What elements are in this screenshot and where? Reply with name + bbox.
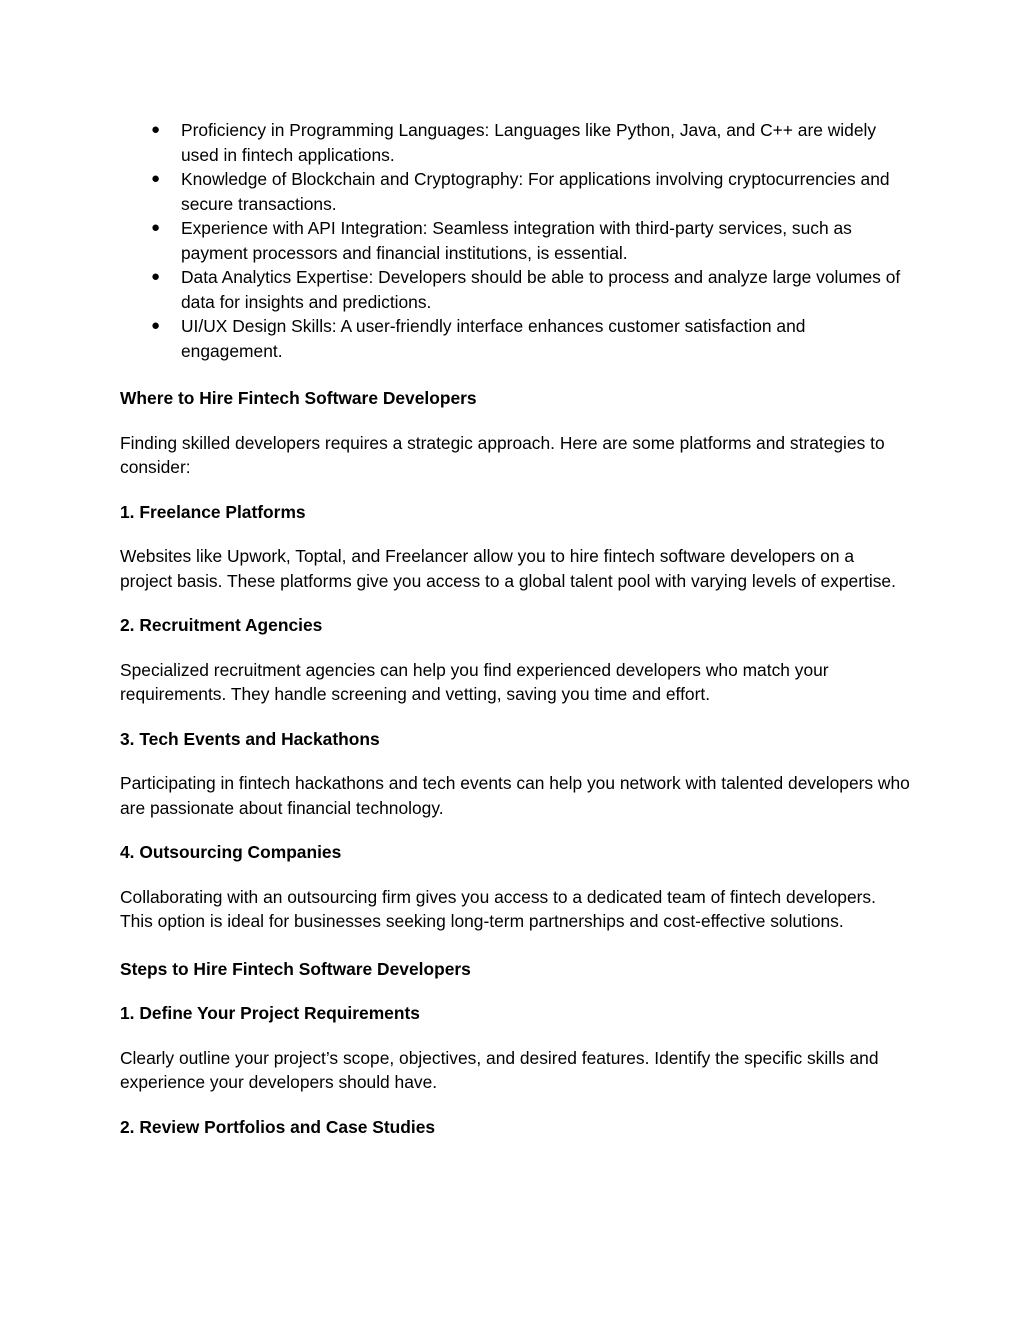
list-item-text: Knowledge of Blockchain and Cryptography: For applications involving cryptocurrencies and secure transactions. [181, 169, 890, 214]
subheading-define-requirements: 1. Define Your Project Requirements [120, 1003, 420, 1023]
list-item-text: Experience with API Integration: Seamless integration with third-party services, such as payment processors and financial institutions, is essential. [181, 218, 852, 263]
list-item [120, 265, 910, 314]
bullet-icon: ● [151, 219, 161, 236]
list-item [120, 314, 910, 363]
section-heading-steps-to-hire: Steps to Hire Fintech Software Developers [120, 958, 471, 979]
define-paragraph: Clearly outline your project’s scope, objectives, and desired features. Identify the specific skills and experience your developers should have. [120, 1047, 879, 1092]
bullet-icon: ● [151, 268, 161, 285]
subheading-recruitment-agencies: 2. Recruitment Agencies [120, 615, 323, 635]
outsourcing-paragraph: Collaborating with an outsourcing firm gives you access to a dedicated team of fintech developers. This option is ideal for businesses seeking long-term partnerships and cost-effective solutions. [120, 886, 876, 931]
document-page [120, 118, 910, 1139]
subheading-outsourcing-companies: 4. Outsourcing Companies [120, 842, 342, 862]
bullet-icon: ● [151, 317, 161, 334]
recruitment-paragraph: Specialized recruitment agencies can help you find experienced developers who match your requirements. They handle screening and vetting, saving you time and effort. [120, 659, 829, 704]
bullet-icon: ● [151, 170, 161, 187]
where-intro-paragraph: Finding skilled developers requires a strategic approach. Here are some platforms and strategies to consider: [120, 432, 885, 477]
events-paragraph: Participating in fintech hackathons and tech events can help you network with talented developers who are passionate about financial technology. [120, 773, 910, 818]
bullet-icon: ● [151, 121, 161, 138]
section-heading-where-to-hire: Where to Hire Fintech Software Developers [120, 388, 477, 408]
subheading-review-portfolios: 2. Review Portfolios and Case Studies [120, 1116, 436, 1137]
list-item [120, 167, 910, 216]
list-item-text: Proficiency in Programming Languages: Languages like Python, Java, and C++ are widely used in fintech applications. [181, 120, 877, 165]
skills-bullet-list [120, 118, 910, 363]
subheading-freelance-platforms: 1. Freelance Platforms [120, 501, 306, 522]
subheading-tech-events: 3. Tech Events and Hackathons [120, 728, 380, 749]
list-item [120, 118, 910, 167]
freelance-paragraph: Websites like Upwork, Toptal, and Freelancer allow you to hire fintech software developers on a project basis. These platforms give you access to a global talent pool with varying levels of expertise. [120, 546, 896, 591]
list-item [120, 216, 910, 265]
list-item-text: Data Analytics Expertise: Developers should be able to process and analyze large volumes of data for insights and predictions. [181, 267, 901, 312]
list-item-text: UI/UX Design Skills: A user-friendly interface enhances customer satisfaction and engagement. [181, 316, 806, 361]
